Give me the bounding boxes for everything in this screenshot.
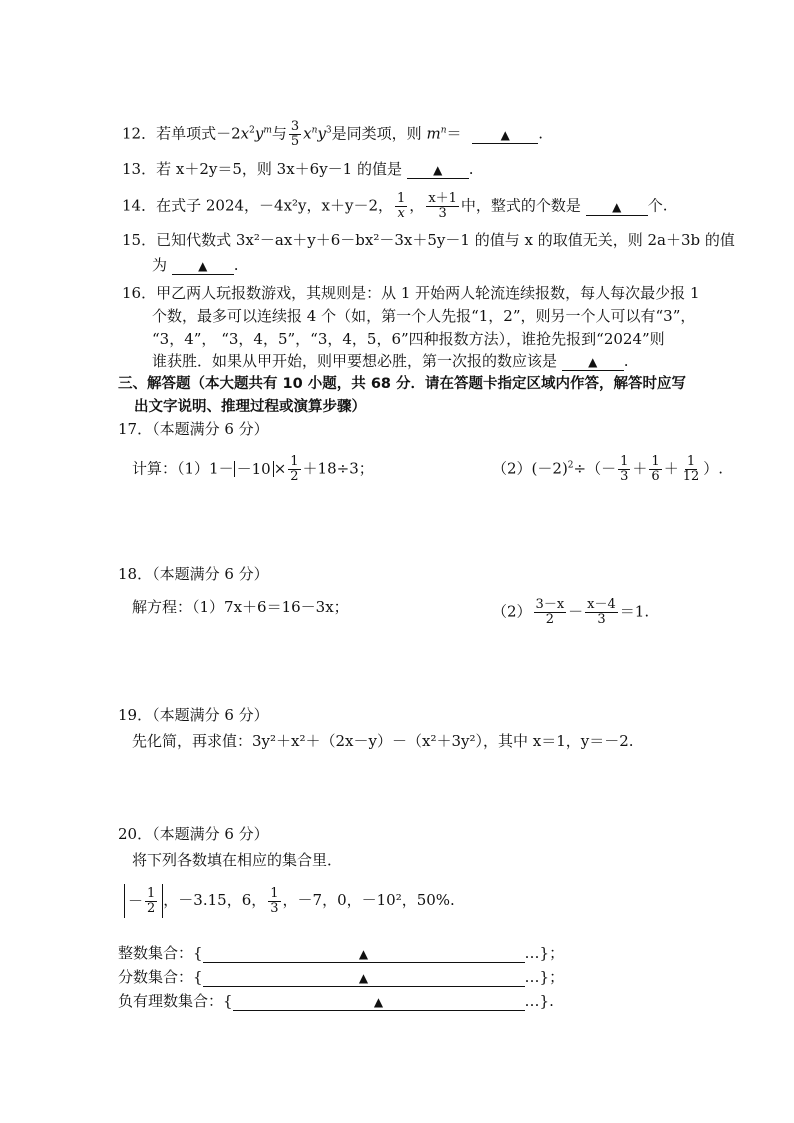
absolute-value: － $\frac{1}{2}$ xyxy=(124,884,163,918)
triangle-icon: ▲ xyxy=(198,259,208,273)
question-16: 16．甲乙两人玩报数游戏，其规则是：从 1 开始两人轮流连续报数，每人每次最少报 1 xyxy=(122,284,700,302)
question-15-line-2: 为 ▲ . xyxy=(152,256,239,274)
question-14: 14．在式子 2024，－4x²y，x＋y－2， $\frac{1}{x}$ ， $\frac{x+1}{3}$ 中，整式的个数是 ▲ 个. xyxy=(122,191,668,221)
question-20-intro: 将下列各数填在相应的集合里． xyxy=(132,851,343,869)
set-negative-rationals: 负有理数集合：{ ▲ …}. xyxy=(118,992,554,1010)
set-answer-blank[interactable] xyxy=(203,945,525,963)
question-20-number-list: － $\frac{1}{2}$ ，－3.15，6， $\frac{1}{3}$ ，－7，0，－10²，50%. xyxy=(124,884,455,918)
triangle-icon: ▲ xyxy=(612,199,622,214)
question-15: 15．已知代数式 3x²－ax＋y＋6－bx²－3x＋5y－1 的值与 x 的取值无关，则 2a＋3b 的值 xyxy=(122,231,735,249)
answer-blank[interactable] xyxy=(172,257,234,275)
question-18-part-2: （2） $\frac{3-x}{2}$ － $\frac{x-4}{3}$ ＝1. xyxy=(492,597,650,627)
triangle-icon: ▲ xyxy=(433,163,443,177)
q12-fraction: $\frac{3}{5}$ xyxy=(290,119,300,149)
answer-blank[interactable] xyxy=(586,198,648,216)
set-answer-blank[interactable] xyxy=(233,993,525,1011)
answer-blank[interactable] xyxy=(472,126,538,144)
q14-fraction-2: $\frac{x+1}{3}$ xyxy=(428,191,457,221)
question-17-heading: 17．（本题满分 6 分） xyxy=(118,420,269,438)
triangle-icon: ▲ xyxy=(500,127,510,142)
question-17-part-1: 计算：（1）1－ －10 × $\frac{1}{2}$ ＋18÷3； xyxy=(132,454,374,484)
question-13: 13．若 x＋2y＝5，则 3x＋6y－1 的值是 ▲ . xyxy=(122,160,474,178)
q12-number: 12． xyxy=(122,124,157,143)
section-heading-line-2: 出文字说明、推理过程或演算步骤） xyxy=(134,399,366,415)
triangle-icon: ▲ xyxy=(358,971,369,985)
section-heading: 三、解答题（本大题共有 10 小题，共 68 分．请在答题卡指定区域内作答，解答时应写 xyxy=(118,376,687,392)
set-integers: 整数集合：{ ▲ …}； xyxy=(118,944,565,962)
question-19-text: 先化简，再求值：3y²＋x²＋（2x－y）－（x²＋3y²），其中 x＝1，y＝－2. xyxy=(132,732,634,750)
question-17-part-2: $(2)(-2)^2\div(-$ $\frac{1}{3}$ ＋ $\frac{1}{6}$ ＋ $\frac{1}{12}$ ）. xyxy=(492,454,724,484)
triangle-icon: ▲ xyxy=(588,355,598,369)
question-16-line-3: “3，4”， “3，4，5”，“3，4，5，6”四种报数方法），谁抢先报到“2024”则 xyxy=(152,330,665,348)
q14-fraction-1: $\frac{1}{x}$ xyxy=(397,191,406,221)
set-answer-blank[interactable] xyxy=(203,969,525,987)
question-20-heading: 20．（本题满分 6 分） xyxy=(118,825,269,843)
answer-blank[interactable] xyxy=(407,161,469,179)
absolute-value: －10 xyxy=(234,461,274,477)
question-16-line-4: 谁获胜．如果从甲开始，则甲要想必胜，第一次报的数应该是 ▲ . xyxy=(152,352,629,370)
question-19-heading: 19．（本题满分 6 分） xyxy=(118,706,269,724)
triangle-icon: ▲ xyxy=(358,947,369,961)
answer-blank[interactable] xyxy=(562,353,624,371)
question-16-line-2: 个数，最多可以连续报 4 个（如，第一个人先报“1，2”，则另一个人可以有“3”， xyxy=(152,307,696,325)
set-fractions: 分数集合：{ ▲ …}； xyxy=(118,968,565,986)
question-12: 12．若单项式$-2x^2y^m$与 $\frac{3}{5}$ $x^ny^3$是同类项，则 $m^n=$ ▲ . xyxy=(122,119,544,149)
triangle-icon: ▲ xyxy=(373,995,384,1009)
question-18-heading: 18．（本题满分 6 分） xyxy=(118,565,269,583)
question-18-part-1: 解方程：（1）7x＋6＝16－3x； xyxy=(132,598,349,616)
